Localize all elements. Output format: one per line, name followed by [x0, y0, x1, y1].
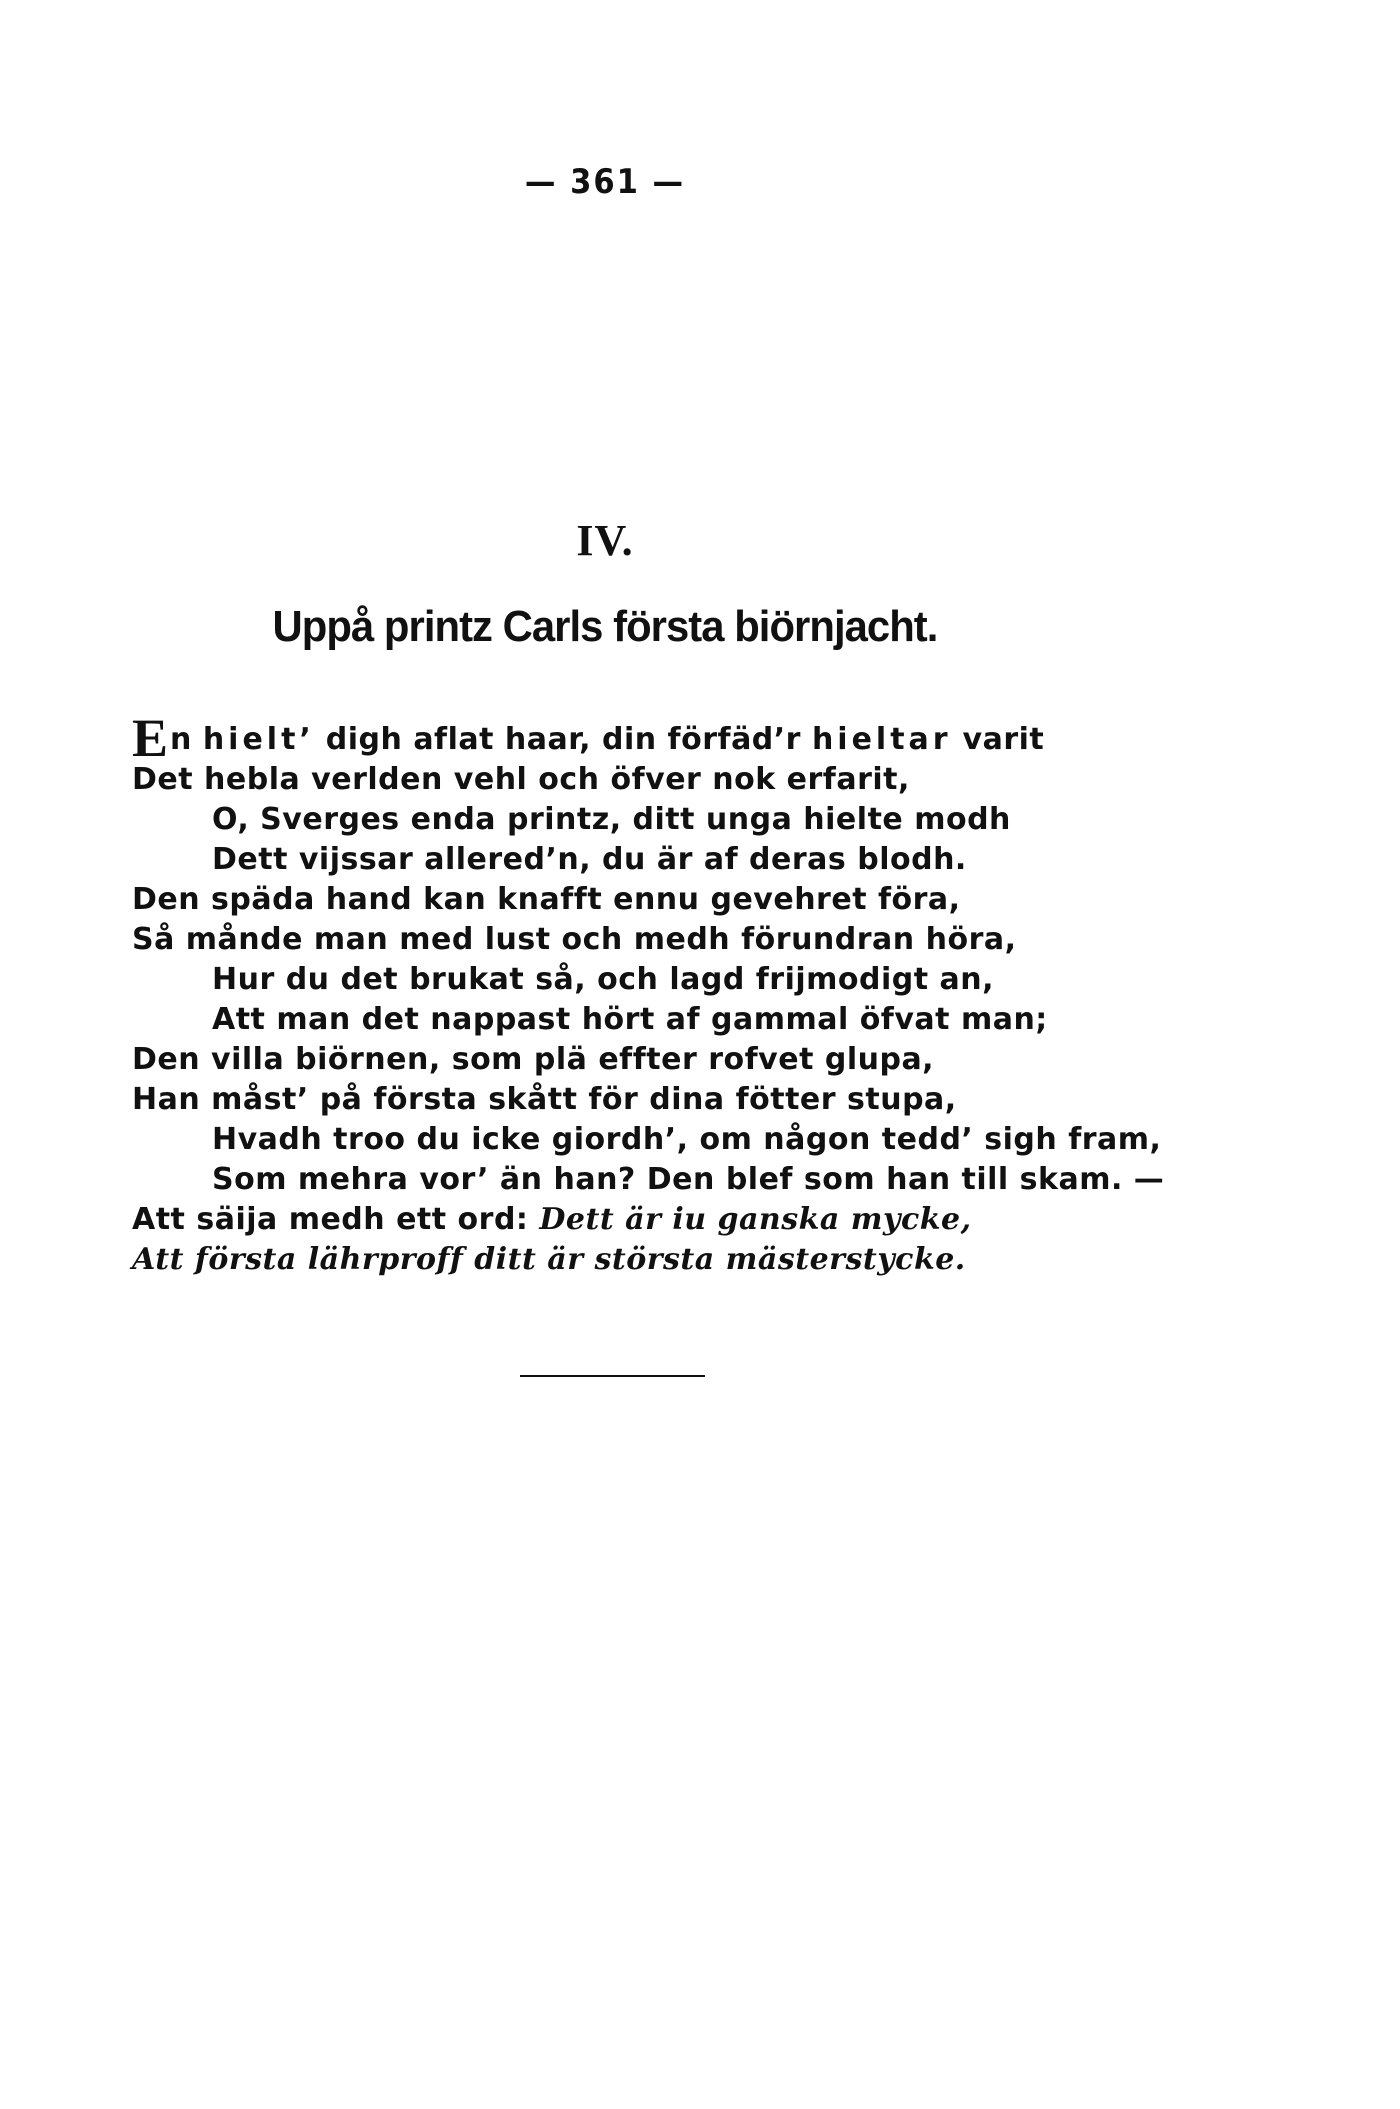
poem-line-13 [132, 1202, 972, 1237]
poem-line-1-part-c: varit [962, 722, 1045, 757]
poem-line-8: Att man det nappast hört af gammal öfvat man; [212, 1002, 1048, 1037]
poem-line-1-spaced: hielt’ [202, 722, 315, 757]
poem-line-1-spaced-2: hieltar [811, 722, 952, 757]
poem-line-4: Dett vijssar allered’n, du är af deras blodh. [212, 842, 967, 877]
closing-rule [520, 1375, 705, 1377]
page-number: — 361 — [524, 162, 686, 202]
poem-line-12: Som mehra vor’ än han? Den blef som han till skam. — [212, 1162, 1165, 1197]
poem-line-13-italic: Dett är iu ganska mycke, [539, 1202, 972, 1237]
poem-line-1-part-a: n [170, 722, 192, 757]
poem-line-7: Hur du det brukat så, och lagd frijmodigt an, [212, 962, 995, 997]
section-numeral: IV. [576, 516, 634, 565]
poem-line-5: Den späda hand kan knafft ennu gevehret föra, [132, 882, 961, 917]
poem-line-9: Den villa biörnen, som plä effter rofvet glupa, [132, 1042, 935, 1077]
poem-line-2: Det hebla verlden vehl och öfver nok erfarit, [132, 762, 910, 797]
poem-line-3: O, Sverges enda printz, ditt unga hielte modh [212, 802, 1011, 837]
poem-line-14: Att första lährproff ditt är största mästerstycke. [132, 1242, 966, 1277]
poem-line-13-plain: Att säija medh ett ord: [132, 1202, 529, 1237]
poem-line-6: Så månde man med lust och medh förundran höra, [132, 922, 1017, 957]
poem-line-10: Han måst’ på första skått för dina fötter stupa, [132, 1082, 957, 1117]
poem-line-11: Hvadh troo du icke giordh’, om någon tedd’ sigh fram, [212, 1122, 1162, 1157]
poem-title: Uppå printz Carls första biörnjacht. [272, 602, 938, 651]
poem-line-1-part-b: digh aflat haar, din förfäd’r [325, 722, 801, 757]
drop-cap: E [132, 708, 169, 768]
